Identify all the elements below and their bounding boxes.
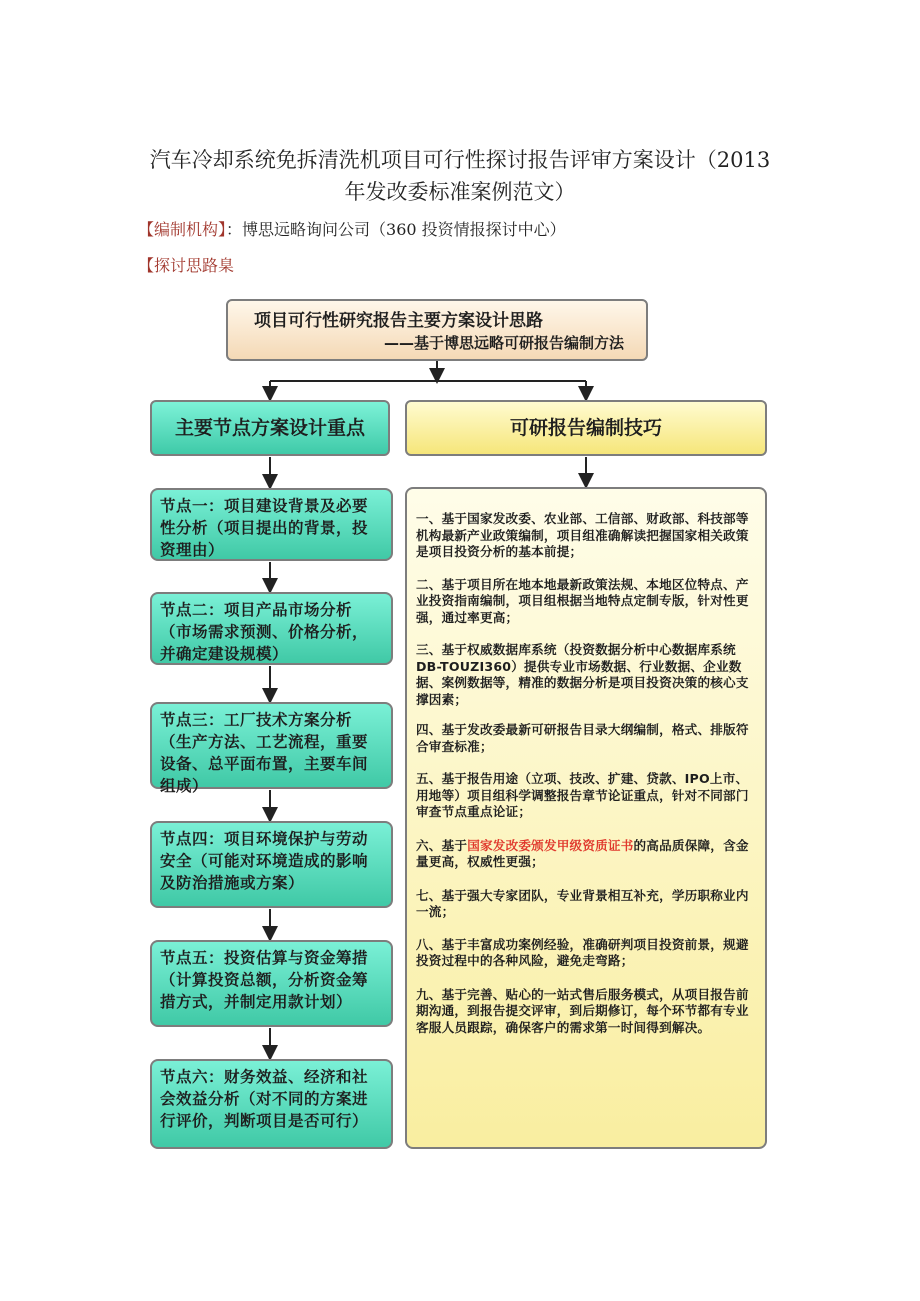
approach-label: 【探讨思路臬 [138, 256, 235, 275]
flowchart-header-subtitle: ——基于博思远略可研报告编制方法 [383, 334, 624, 352]
node-6: 节点六：财务效益、经济和社会效益分析（对不同的方案进行评价，判断项目是否可行） [150, 1059, 393, 1149]
tip-item: 九、基于完善、贴心的一站式售后服务模式，从项目报告前期沟通，到报告提交评审，到后期修订，每个环节都有专业客服人员跟踪，确保客户的需求第一时间得到解决。 [416, 986, 749, 1035]
node-5: 节点五：投资估算与资金筹措（计算投资总额，分析资金筹措方式，并制定用款计划） [150, 940, 393, 1027]
tips-panel [405, 487, 767, 1149]
tip-item-certificate [416, 838, 757, 871]
node-1: 节点一：项目建设背景及必要性分析（项目提出的背景，投资理由） [150, 488, 393, 561]
tip-item: 七、基于强大专家团队，专业背景相互补充，学历职称业内一流； [416, 887, 749, 919]
flowchart-header [226, 299, 648, 361]
section-report-tips: 可研报告编制技巧 [405, 400, 767, 456]
title-line-1: 汽车冷却系统免拆清洗机项目可行性探讨报告评审方案设计（2013 [149, 148, 771, 172]
organization-value: ：博思远略询问公司（360 投资情报探讨中心） [226, 220, 566, 239]
tip-6-suffix: 的高品质保障，含金量更高，权威性更强； [416, 837, 749, 869]
tip-6-prefix: 六、基于 [416, 837, 468, 853]
tip-item: 一、基于国家发改委、农业部、工信部、财政部、科技部等机构最新产业政策编制，项目组准确解读把握国家相关政策是项目投资分析的基本前提； [416, 511, 749, 559]
node-2: 节点二：项目产品市场分析（市场需求预测、价格分析，并确定建设规模） [150, 592, 393, 665]
tip-item: 五、基于报告用途（立项、技改、扩建、贷款、IPO上市、用地等）项目组科学调整报告章节论证重点，针对不同部门审查节点重点论证； [416, 771, 749, 819]
organization-label: 【编制机构】 [138, 220, 227, 239]
flowchart-header-title: 项目可行性研究报告主要方案设计思路 [254, 311, 543, 331]
tip-item: 八、基于丰富成功案例经验，准确研判项目投资前景，规避投资过程中的各种风险，避免走弯路； [416, 936, 749, 968]
tip-item: 三、基于权威数据库系统（投资数据分析中心数据库系统DB-TOUZI360）提供专业市场数据、行业数据、企业数据、案例数据等，精准的数据分析是项目投资决策的核心支撑因素； [416, 642, 749, 707]
node-4: 节点四：项目环境保护与劳动安全（可能对环境造成的影响及防治措施或方案） [150, 821, 393, 908]
section-key-nodes: 主要节点方案设计重点 [150, 400, 390, 456]
tip-6-highlight: 国家发改委颁发甲级资质证书 [467, 837, 634, 853]
title-line-2: 年发改委标准案例范文） [344, 180, 576, 204]
node-3: 节点三：工厂技术方案分析（生产方法、工艺流程，重要设备、总平面布置，主要车间组成） [150, 702, 393, 789]
tip-item: 四、基于发改委最新可研报告目录大纲编制，格式、排版符合审查标准； [416, 722, 749, 754]
tip-item: 二、基于项目所在地本地最新政策法规、本地区位特点、产业投资指南编制，项目组根据当地特点定制专版，针对性更强，通过率更高； [416, 576, 749, 625]
